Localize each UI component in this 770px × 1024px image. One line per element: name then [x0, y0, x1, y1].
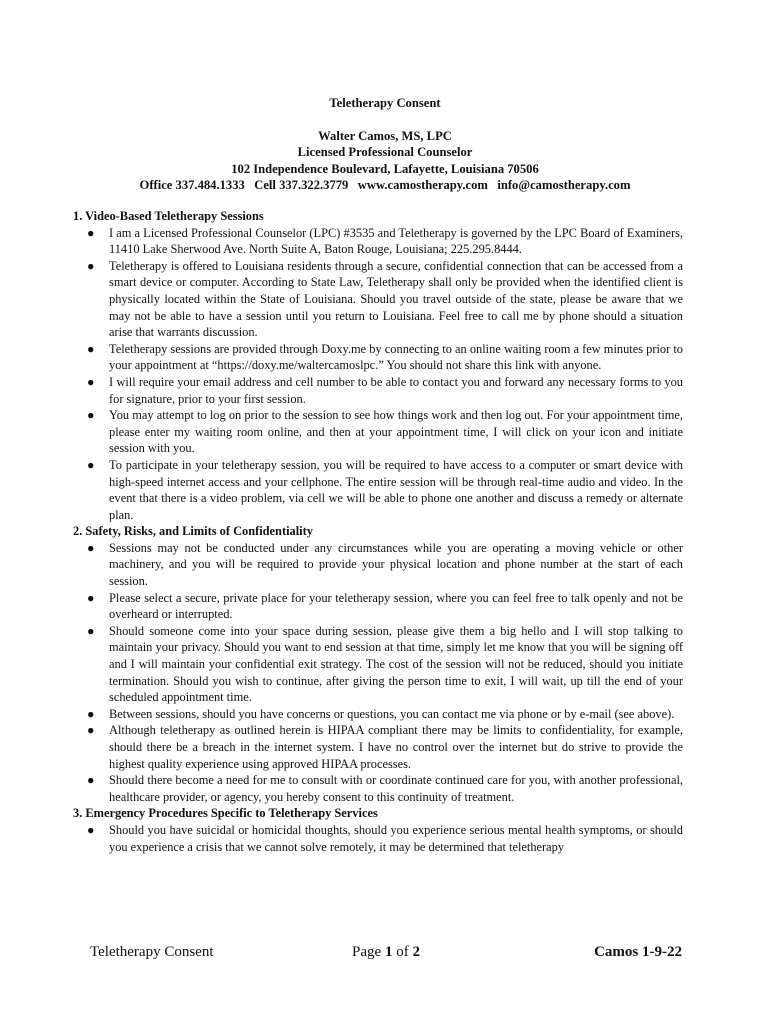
- bullet-list: [73, 540, 683, 806]
- footer-revision: Camos 1-9-22: [594, 944, 682, 960]
- section-heading: 3. Emergency Procedures Specific to Teletherapy Services: [73, 806, 378, 821]
- document-title: Teletherapy Consent: [329, 96, 441, 110]
- list-item-text: To participate in your teletherapy session, you will be required to have access to a computer or smart device with high-speed internet access and your cellphone. The entire session will be through real-time audio and video. In the event that there is a video problem, via cell we will be able to phone one another and discuss a remedy or alternate plan.: [109, 457, 683, 522]
- section-heading: 1. Video-Based Teletherapy Sessions: [73, 209, 264, 223]
- bullet-icon: ●: [87, 258, 95, 273]
- list-item: [73, 722, 683, 772]
- bullet-icon: ●: [87, 723, 95, 738]
- contact-line: Office 337.484.1333 Cell 337.322.3779 www.camostherapy.com info@camostherapy.com: [139, 178, 631, 193]
- page-current: 1: [384, 944, 393, 960]
- page-footer: [90, 942, 682, 962]
- document-body: [73, 208, 683, 855]
- section-video-based-teletherapy: [73, 208, 683, 523]
- bullet-list: [73, 822, 683, 855]
- counselor-name: Walter Camos, MS, LPC: [318, 128, 452, 143]
- document-header: [60, 95, 710, 194]
- list-item: [73, 341, 683, 374]
- list-item-text: Sessions may not be conducted under any circumstances while you are operating a moving vehicle or other machinery, and you will be required to provide your physical location and phone number at the start of each session.: [109, 540, 683, 589]
- page-total: 2: [412, 944, 420, 960]
- list-item-text: Between sessions, should you have concerns or questions, you can contact me via phone or by e-mail (see above).: [109, 706, 675, 721]
- section-safety-risks-confidentiality: [73, 523, 683, 805]
- section-heading: 2. Safety, Risks, and Limits of Confidentiality: [73, 524, 313, 539]
- list-item-text: I will require your email address and cell number to be able to contact you and forward any necessary forms to you for signature, prior to your first session.: [109, 374, 683, 406]
- bullet-icon: ●: [87, 822, 95, 837]
- list-item-text: You may attempt to log on prior to the session to see how things work and then log out. For your appointment time, please enter my waiting room online, and then at your appointment time, I will click on your icon and initiate session with you.: [109, 408, 683, 456]
- bullet-icon: ●: [87, 374, 95, 389]
- list-item-text: I am a Licensed Professional Counselor (LPC) #3535 and Teletherapy is governed by the LPC Board of Examiners, 11410 Lake Sherwood Ave. North Suite A, Baton Rouge, Louisiana; 225.295.8444.: [109, 225, 683, 257]
- list-item-text: Please select a secure, private place for your teletherapy session, where you can feel free to talk openly and not be overheard or interrupted.: [109, 590, 683, 622]
- list-item-text: Teletherapy is offered to Louisiana residents through a secure, confidential connection that can be accessed from a smart device or computer. According to State Law, Teletherapy shall only be provided when the identified client is physically located within the State of Louisiana. Should you travel outside of the state, please be aware that we may not be able to have a session until you return to Louisiana. Feel free to call me by phone should a situation arise that warrants discussion.: [109, 258, 683, 340]
- list-item: [73, 540, 683, 590]
- list-item-text: Although teletherapy as outlined herein is HIPAA compliant there may be limits to confidentiality, for example, should there be a breach in the internet system. I have no control over the internet but do strive to provide the highest quality experience using approved HIPAA processes.: [109, 723, 683, 771]
- list-item: [73, 772, 683, 805]
- section-emergency-procedures: [73, 805, 683, 855]
- list-item: [73, 590, 683, 623]
- office-address: 102 Independence Boulevard, Lafayette, Louisiana 70506: [231, 161, 539, 176]
- list-item: [73, 225, 683, 258]
- bullet-icon: ●: [87, 540, 95, 555]
- bullet-icon: ●: [87, 590, 95, 605]
- list-item: [73, 457, 683, 523]
- bullet-icon: ●: [87, 457, 95, 472]
- bullet-list: [73, 225, 683, 524]
- list-item-text: Teletherapy sessions are provided through Doxy.me by connecting to an online waiting room a few minutes prior to your appointment at “https://doxy.me/waltercamoslpc.” You should not share this link with anyone.: [109, 341, 683, 373]
- list-item: [73, 623, 683, 706]
- bullet-icon: ●: [87, 773, 95, 788]
- page-of: of: [392, 944, 413, 960]
- list-item-text: Should there become a need for me to consult with or coordinate continued care for you, with another professional, healthcare provider, or agency, you hereby consent to this continuity of treatment.: [109, 773, 683, 804]
- bullet-icon: ●: [87, 706, 95, 721]
- list-item-text: Should you have suicidal or homicidal thoughts, should you experience serious mental health symptoms, or should you experience a crisis that we cannot solve remotely, it may be determined that teletherapy: [109, 822, 683, 854]
- bullet-icon: ●: [87, 225, 95, 240]
- list-item-text: Should someone come into your space during session, please give them a big hello and I will stop talking to maintain your privacy. Should you want to end session at that time, simply let me know that you will be signing off and I will maintain your confidential exit strategy. The cost of the session will not be reduced, should you initiate termination. Should you wish to continue, after giving the person time to exit, I will wait, up till the end of your scheduled appointment time.: [109, 623, 683, 705]
- bullet-icon: ●: [87, 623, 95, 638]
- list-item: [73, 374, 683, 407]
- list-item: [73, 258, 683, 341]
- list-item: [73, 407, 683, 457]
- counselor-credential: Licensed Professional Counselor: [297, 145, 473, 160]
- bullet-icon: ●: [87, 341, 95, 356]
- list-item: [73, 706, 683, 723]
- footer-document-title: Teletherapy Consent: [90, 944, 214, 960]
- list-item: [73, 822, 683, 855]
- bullet-icon: ●: [87, 408, 95, 423]
- page-prefix: Page: [352, 944, 385, 960]
